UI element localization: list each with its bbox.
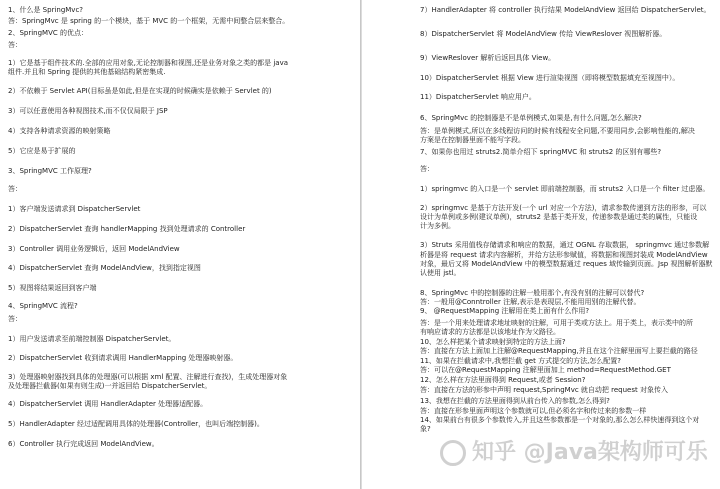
text-line: 答：直接在形参里面声明这个参数就可以,但必须名字和传过来的参数一样 <box>420 407 647 415</box>
text-line: 12、怎么样在方法里面得到 Request,或者 Session? <box>420 376 586 384</box>
text-line: 4）支持各种请求资源的映射策略 <box>8 127 111 135</box>
watermark <box>440 440 708 466</box>
text-line: 9、 @RequestMapping 注解用在类上面有什么作用? <box>420 307 590 315</box>
text-line: 1）springmvc 的入口是一个 servlet 即前端控制器，而 struts2 入口是一个 filter 过虑器。 <box>420 185 710 193</box>
text-line: 2）springmvc 是基于方法开发(一个 url 对应一个方法)，请求参数传递到方法的形参，可以 <box>420 204 707 212</box>
text-line: 设计为单例或多例(建议单例)，struts2 是基于类开发，传递参数是通过类的属性，只能设 <box>420 213 698 221</box>
text-line: 答：是一个用来处理请求地址映射的注解，可用于类或方法上。用于类上，表示类中的所 <box>420 319 693 327</box>
watermark-text: 知乎 @Java架构师可乐 <box>472 440 708 465</box>
text-line: 2）不依赖于 Servlet API(目标虽是如此,但是在实现的时候确实是依赖于 Servlet 的) <box>8 87 272 95</box>
text-line: 及处理器拦截器(如果有则生成)一并返回给 DispatcherServlet。 <box>8 382 212 390</box>
text-line: 8、SpringMvc 中的控制器的注解一般用那个,有没有别的注解可以替代? <box>420 289 645 297</box>
text-line: 13、我想在拦截的方法里面得到从前台传入的参数,怎么得到? <box>420 397 610 405</box>
text-line: 2）DispatcherServlet 收到请求调用 HandlerMapping 处理器映射器。 <box>8 354 238 362</box>
text-line: 3）Controller 调用业务逻辑后，返回 ModelAndView <box>8 245 180 253</box>
text-line: 对象，最后又将 ModelAndView 中的模型数据通过 reques 域传输到页面。Jsp 视图解析器默 <box>420 260 713 268</box>
text-line: 2）DispatcherServlet 查询 handlerMapping 找到处理请求的 Controller <box>8 225 246 233</box>
text-line: 5）视图将结果返回到客户端 <box>8 284 97 292</box>
text-line: 1）它是基于组件技术的.全部的应用对象,无论控制器和视图,还是业务对象之类的都是 java <box>8 59 289 67</box>
text-line: 组件.并且和 Spring 提供的其他基础结构紧密集成. <box>8 68 166 76</box>
text-line: 5）HandlerAdapter 经过适配调用具体的处理器(Controller，也叫后端控制器)。 <box>8 420 264 428</box>
text-line: 8）DispatcherServlet 将 ModelAndView 传给 ViewReslover 视图解析器。 <box>420 30 667 38</box>
text-line: 答：是单例模式,所以在多线程访问的时候有线程安全问题,不要用同步,会影响性能的,解决 <box>420 127 695 135</box>
text-line: 答：直接在方法的形参中声明 request,SpringMvc 就自动把 request 对象传入 <box>420 386 668 394</box>
text-line: 6）Controller 执行完成返回 ModelAndView。 <box>8 440 159 448</box>
text-line: 4、SpringMVC 流程? <box>8 302 78 310</box>
text-line: 答： <box>8 41 22 49</box>
text-line: 7）HandlerAdapter 将 controller 执行结果 ModelAndView 返回给 DispatcherServlet。 <box>420 6 711 14</box>
text-line: 5）它应是易于扩展的 <box>8 147 76 155</box>
text-line: 答：直接在方法上面加上注解@RequestMapping,并且在这个注解里面写上要拦截的路径 <box>420 347 698 355</box>
text-line: 答： <box>8 185 22 193</box>
text-line: 3）可以任意使用各种视图技术,而不仅仅局限于 JSP <box>8 107 168 115</box>
text-line: 10）DispatcherServlet 根据 View 进行渲染视图（即将模型数据填充至视图中）。 <box>420 74 680 82</box>
watermark-logo-icon <box>440 440 466 466</box>
text-line: 有响应请求的方法都是以该地址作为父路径。 <box>420 328 560 336</box>
text-line: 答：一般用@Conntroller 注解,表示是表现层,不能用用别的注解代替。 <box>420 298 641 306</box>
text-line: 4）DispatcherServlet 调用 HandlerAdapter 处理器适配器。 <box>8 400 208 408</box>
text-line: 答：可以在@RequestMapping 注解里面加上 method=RequestMethod.GET <box>420 366 671 374</box>
text-line: 认使用 jstl。 <box>420 269 461 277</box>
text-line: 1）用户发送请求至前端控制器 DispatcherServlet。 <box>8 335 176 343</box>
text-line: 11、如果在拦截请求中,我想拦截 get 方式提交的方法,怎么配置? <box>420 357 622 365</box>
text-line: 6、SpringMvc 的控制器是不是单例模式,如果是,有什么问题,怎么解决? <box>420 114 642 122</box>
text-line: 2、SpringMVC 的优点： <box>8 29 88 37</box>
text-line: 3、SpringMVC 工作原理? <box>8 167 92 175</box>
text-line: 计为多例。 <box>420 222 455 230</box>
text-line: 象? <box>420 425 431 433</box>
text-line: 7、如果你也用过 struts2.简单介绍下 springMVC 和 struts2 的区别有哪些? <box>420 148 662 156</box>
document-page-right <box>362 0 720 489</box>
text-line: 答：SpringMvc 是 spring 的一个模块，基于 MVC 的一个框架，无需中间整合层来整合。 <box>8 17 290 25</box>
text-line: 9）ViewReslover 解析后返回具体 View。 <box>420 54 556 62</box>
text-line: 1）客户端发送请求到 DispatcherServlet <box>8 205 141 213</box>
text-line: 答： <box>8 315 22 323</box>
text-line: 答： <box>420 165 434 173</box>
text-line: 3）Struts 采用值栈存储请求和响应的数据，通过 OGNL 存取数据， springmvc 通过参数解 <box>420 241 710 249</box>
text-line: 11）DispatcherServlet 响应用户。 <box>420 93 536 101</box>
text-line: 4）DispatcherServlet 查询 ModelAndView，找到指定视图 <box>8 264 201 272</box>
text-line: 1、什么是 SpringMvc? <box>8 6 84 14</box>
text-line: 14、如果前台有很多个参数传入,并且这些参数都是一个对象的,那么怎么样快速得到这个对 <box>420 416 700 424</box>
text-line: 10、怎么样把某个请求映射到特定的方法上面? <box>420 338 566 346</box>
text-line: 析器是将 request 请求内容解析，并给方法形参赋值，将数据和视图封装成 ModelAndView <box>420 251 708 259</box>
text-line: 方案是在控制器里面不能写字段。 <box>420 136 525 144</box>
text-line: 3）处理器映射器找到具体的处理器(可以根据 xml 配置、注解进行查找)，生成处理器对象 <box>8 373 288 381</box>
